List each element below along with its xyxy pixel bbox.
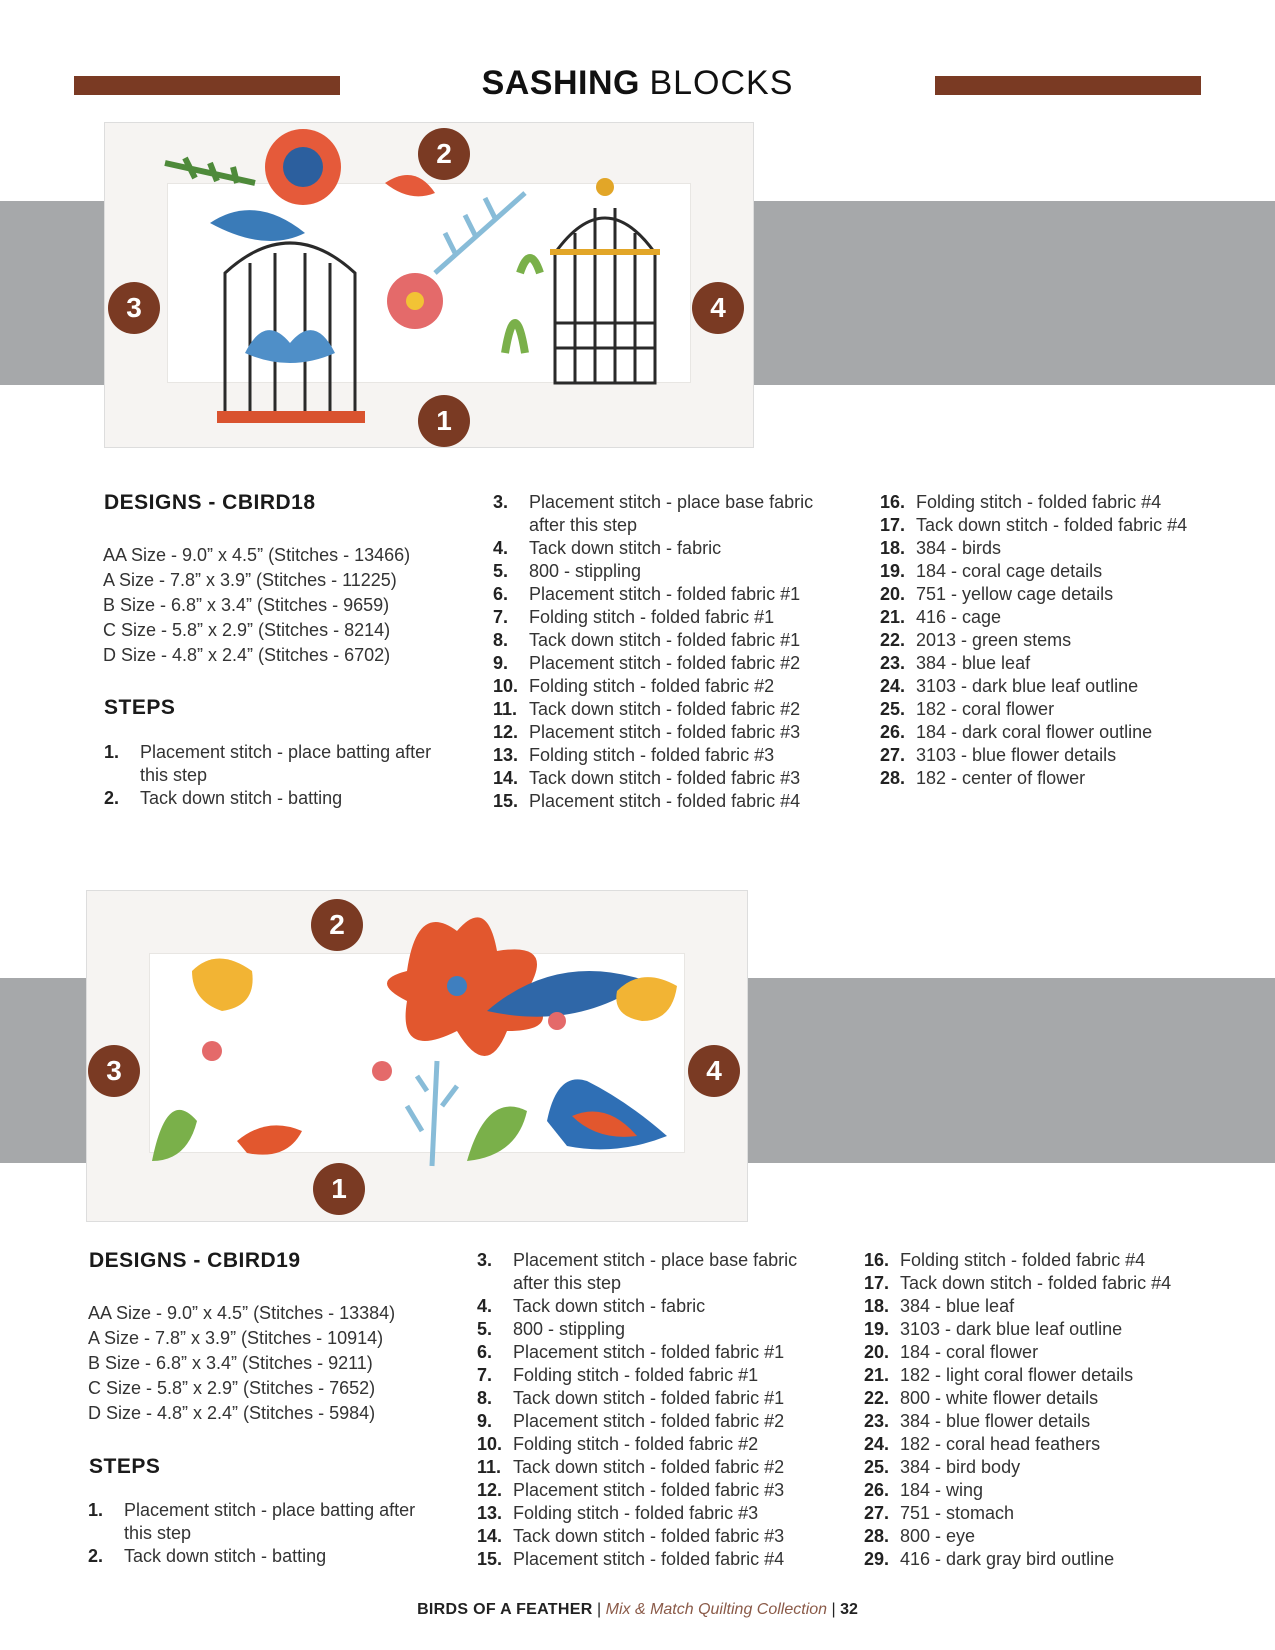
step-text: Tack down stitch - folded fabric #1 [529,630,801,650]
step-number: 8. [477,1388,493,1408]
step-item [477,1456,837,1479]
step-number: 28. [880,768,906,788]
step-number: 10. [477,1434,503,1454]
step-number: 3. [493,492,509,512]
page-footer [0,1601,1275,1619]
marker-badge-2: 2 [311,899,363,951]
step-text: Placement stitch - place batting after this step [140,742,432,785]
step-number: 1. [88,1500,104,1520]
size-item: D Size - 4.8” x 2.4” (Stitches - 5984) [88,1403,376,1423]
step-item [477,1249,837,1295]
step-text: 3103 - blue flower details [916,745,1117,765]
step-item [477,1433,837,1456]
step-item [88,1499,418,1545]
step-number: 7. [477,1365,493,1385]
step-text: Folding stitch - folded fabric #4 [916,492,1162,512]
step-number: 25. [880,699,906,719]
marker-badge-1: 1 [418,395,470,447]
step-item [493,537,853,560]
step-number: 20. [880,584,906,604]
size-item: D Size - 4.8” x 2.4” (Stitches - 6702) [103,645,391,665]
step-text: Placement stitch - folded fabric #3 [513,1480,785,1500]
cage-base-icon [217,411,365,423]
blue-leaf-icon [210,210,305,241]
designs-heading: DESIGNS - CBIRD18 [104,491,316,514]
step-number: 17. [880,515,906,535]
step-item [493,606,853,629]
step-number: 28. [864,1526,890,1546]
step-text: Tack down stitch - folded fabric #3 [529,768,801,788]
step-text: Placement stitch - folded fabric #2 [513,1411,785,1431]
step-item [864,1410,1254,1433]
blue-flower-center-icon [283,147,323,187]
step-item [864,1272,1254,1295]
footer-collection: Mix & Match Quilting Collection [605,1601,828,1618]
cage-top-knob-icon [596,178,614,196]
footer-separator: | [597,1601,602,1618]
step-text: Placement stitch - folded fabric #2 [529,653,801,673]
step-item [88,1545,418,1568]
step-number: 29. [864,1549,890,1569]
step-item [880,698,1260,721]
step-text: Folding stitch - folded fabric #2 [529,676,775,696]
step-number: 9. [477,1411,493,1431]
step-number: 13. [477,1503,503,1523]
step-number: 5. [477,1319,493,1339]
steps-column [864,1249,1254,1571]
step-number: 3. [477,1250,493,1270]
steps-column [880,491,1260,790]
step-item [864,1249,1254,1272]
step-number: 11. [493,699,518,719]
flower-center-icon [447,976,467,996]
page-title [0,64,1275,103]
step-text: 800 - stippling [529,561,642,581]
green-leaf-icon [152,1110,197,1161]
size-item: AA Size - 9.0” x 4.5” (Stitches - 13466) [103,545,411,565]
designs-heading: DESIGNS - CBIRD19 [89,1249,301,1272]
step-text: Placement stitch - folded fabric #1 [513,1342,785,1362]
cage-top-bar-icon [550,249,660,255]
step-number: 26. [880,722,906,742]
step-number: 24. [864,1434,890,1454]
step-text: Tack down stitch - batting [124,1546,327,1566]
step-number: 23. [880,653,906,673]
step-number: 4. [477,1296,493,1316]
step-item [864,1479,1254,1502]
step-number: 27. [864,1503,890,1523]
marker-badge-3: 3 [88,1045,140,1097]
step-item [477,1387,837,1410]
step-number: 19. [880,561,906,581]
pink-flower-icon-3 [548,1012,566,1030]
step-text: 384 - blue leaf [900,1296,1015,1316]
step-item [493,721,853,744]
step-number: 25. [864,1457,890,1477]
marker-badge-3: 3 [108,282,160,334]
pink-flower-icon [202,1041,222,1061]
step-text: Folding stitch - folded fabric #4 [900,1250,1146,1270]
step-number: 16. [864,1250,890,1270]
step-text: 751 - yellow cage details [916,584,1114,604]
step-item [880,560,1260,583]
block-photo-cbird19 [86,890,748,1222]
birdcage-left-icon [225,243,355,418]
step-number: 27. [880,745,906,765]
step-number: 13. [493,745,519,765]
step-text: Tack down stitch - folded fabric #4 [916,515,1188,535]
step-text: 416 - dark gray bird outline [900,1549,1115,1569]
step-item [493,629,853,652]
step-number: 7. [493,607,509,627]
step-number: 22. [864,1388,890,1408]
step-item [477,1502,837,1525]
step-item [104,787,434,810]
steps-column [477,1249,837,1571]
step-number: 14. [477,1526,503,1546]
page-title-bold: SASHING [481,64,640,102]
step-number: 21. [880,607,906,627]
steps-column [104,741,434,810]
step-item [493,560,853,583]
step-number: 26. [864,1480,890,1500]
step-number: 21. [864,1365,890,1385]
teal-branch-icon [407,1061,457,1166]
blue-birds-icon [245,330,335,363]
size-item: AA Size - 9.0” x 4.5” (Stitches - 13384) [88,1303,396,1323]
coral-bird-icon [385,175,435,196]
step-item [493,767,853,790]
steps-heading: STEPS [89,1455,161,1478]
size-item: B Size - 6.8” x 3.4” (Stitches - 9659) [103,595,390,615]
size-item: C Size - 5.8” x 2.9” (Stitches - 7652) [88,1378,376,1398]
step-text: 384 - blue leaf [916,653,1031,673]
teal-leaf-branch-icon [435,193,525,273]
step-item [477,1410,837,1433]
step-text: Placement stitch - folded fabric #4 [529,791,801,811]
step-text: 800 - eye [900,1526,976,1546]
step-item [864,1318,1254,1341]
size-item: C Size - 5.8” x 2.9” (Stitches - 8214) [103,620,391,640]
size-list [103,543,410,668]
step-text: 184 - wing [900,1480,984,1500]
step-text: Tack down stitch - folded fabric #2 [529,699,801,719]
green-branch-icon [165,158,255,183]
step-text: 184 - coral flower [900,1342,1039,1362]
step-text: Tack down stitch - folded fabric #4 [900,1273,1172,1293]
step-number: 19. [864,1319,890,1339]
pink-flower-icon-2 [372,1061,392,1081]
step-item [493,491,853,537]
step-item [477,1318,837,1341]
step-number: 2. [104,788,120,808]
step-item [493,790,853,813]
step-item [493,698,853,721]
step-text: 182 - coral flower [916,699,1055,719]
step-number: 22. [880,630,906,650]
step-number: 23. [864,1411,890,1431]
step-item [477,1548,837,1571]
step-item [493,675,853,698]
step-item [864,1387,1254,1410]
step-text: Folding stitch - folded fabric #3 [529,745,775,765]
step-number: 6. [493,584,509,604]
step-item [864,1341,1254,1364]
step-number: 4. [493,538,509,558]
step-text: 182 - light coral flower details [900,1365,1134,1385]
birdcage-right-icon [555,208,655,383]
step-item [880,606,1260,629]
step-item [864,1295,1254,1318]
flower-center-icon [406,292,424,310]
step-item [864,1525,1254,1548]
step-number: 6. [477,1342,493,1362]
step-text: Folding stitch - folded fabric #1 [529,607,775,627]
marker-badge-2: 2 [418,128,470,180]
step-item [864,1433,1254,1456]
step-text: Placement stitch - folded fabric #1 [529,584,801,604]
step-text: 3103 - dark blue leaf outline [916,676,1139,696]
step-item [493,583,853,606]
yellow-bird-icon [192,959,253,1012]
marker-badge-4: 4 [688,1045,740,1097]
step-number: 12. [493,722,519,742]
step-item [864,1456,1254,1479]
step-text: 384 - bird body [900,1457,1021,1477]
coral-small-bird-icon [237,1125,302,1154]
step-text: Tack down stitch - fabric [513,1296,706,1316]
step-text: 800 - stippling [513,1319,626,1339]
step-text: Placement stitch - place batting after this step [124,1500,416,1543]
step-text: 2013 - green stems [916,630,1072,650]
step-item [864,1548,1254,1571]
size-item: B Size - 6.8” x 3.4” (Stitches - 9211) [88,1353,373,1373]
step-text: Placement stitch - place base fabric after this step [529,492,814,535]
size-item: A Size - 7.8” x 3.9” (Stitches - 11225) [103,570,397,590]
step-text: 184 - dark coral flower outline [916,722,1153,742]
page-title-regular: BLOCKS [649,64,794,102]
step-number: 5. [493,561,509,581]
step-text: Placement stitch - folded fabric #3 [529,722,801,742]
step-text: Placement stitch - folded fabric #4 [513,1549,785,1569]
step-item [880,675,1260,698]
step-text: 184 - coral cage details [916,561,1103,581]
step-item [880,514,1260,537]
size-list [88,1301,395,1426]
step-item [477,1364,837,1387]
step-text: Folding stitch - folded fabric #1 [513,1365,759,1385]
steps-heading: STEPS [104,696,176,719]
step-item [880,629,1260,652]
step-number: 2. [88,1546,104,1566]
step-number: 8. [493,630,509,650]
step-item [493,652,853,675]
step-text: 384 - blue flower details [900,1411,1091,1431]
green-leaf-icon-2 [467,1107,527,1161]
step-item [104,741,434,787]
step-text: Tack down stitch - fabric [529,538,722,558]
step-text: 751 - stomach [900,1503,1015,1523]
footer-separator: | [831,1601,836,1618]
step-item [880,744,1260,767]
step-number: 14. [493,768,519,788]
step-number: 15. [493,791,519,811]
step-item [477,1479,837,1502]
step-text: Folding stitch - folded fabric #2 [513,1434,759,1454]
embroidery-illustration [87,891,747,1221]
step-item [493,744,853,767]
step-number: 1. [104,742,120,762]
steps-column [493,491,853,813]
step-number: 9. [493,653,509,673]
step-number: 15. [477,1549,503,1569]
footer-book-title: BIRDS OF A FEATHER [417,1601,593,1618]
step-item [864,1364,1254,1387]
steps-column [88,1499,418,1568]
page-number: 32 [840,1601,858,1618]
step-item [880,491,1260,514]
step-text: Folding stitch - folded fabric #3 [513,1503,759,1523]
step-item [880,767,1260,790]
step-item [880,652,1260,675]
step-item [880,537,1260,560]
step-item [880,721,1260,744]
step-item [477,1295,837,1318]
step-text: Tack down stitch - folded fabric #3 [513,1526,785,1546]
step-text: 800 - white flower details [900,1388,1099,1408]
step-item [477,1341,837,1364]
step-text: 416 - cage [916,607,1002,627]
step-number: 18. [880,538,906,558]
step-number: 10. [493,676,519,696]
step-number: 24. [880,676,906,696]
step-item [880,583,1260,606]
step-text: Tack down stitch - folded fabric #2 [513,1457,785,1477]
marker-badge-1: 1 [313,1163,365,1215]
step-number: 12. [477,1480,503,1500]
step-text: 182 - center of flower [916,768,1086,788]
step-text: Tack down stitch - batting [140,788,343,808]
step-number: 11. [477,1457,502,1477]
step-item [864,1502,1254,1525]
step-text: 182 - coral head feathers [900,1434,1101,1454]
step-number: 16. [880,492,906,512]
step-number: 18. [864,1296,890,1316]
step-text: Tack down stitch - folded fabric #1 [513,1388,785,1408]
step-number: 20. [864,1342,890,1362]
size-item: A Size - 7.8” x 3.9” (Stitches - 10914) [88,1328,384,1348]
step-text: Placement stitch - place base fabric after this step [513,1250,798,1293]
step-number: 17. [864,1273,890,1293]
marker-badge-4: 4 [692,282,744,334]
green-leaves-icon [505,258,540,353]
step-item [477,1525,837,1548]
step-text: 3103 - dark blue leaf outline [900,1319,1123,1339]
step-text: 384 - birds [916,538,1002,558]
